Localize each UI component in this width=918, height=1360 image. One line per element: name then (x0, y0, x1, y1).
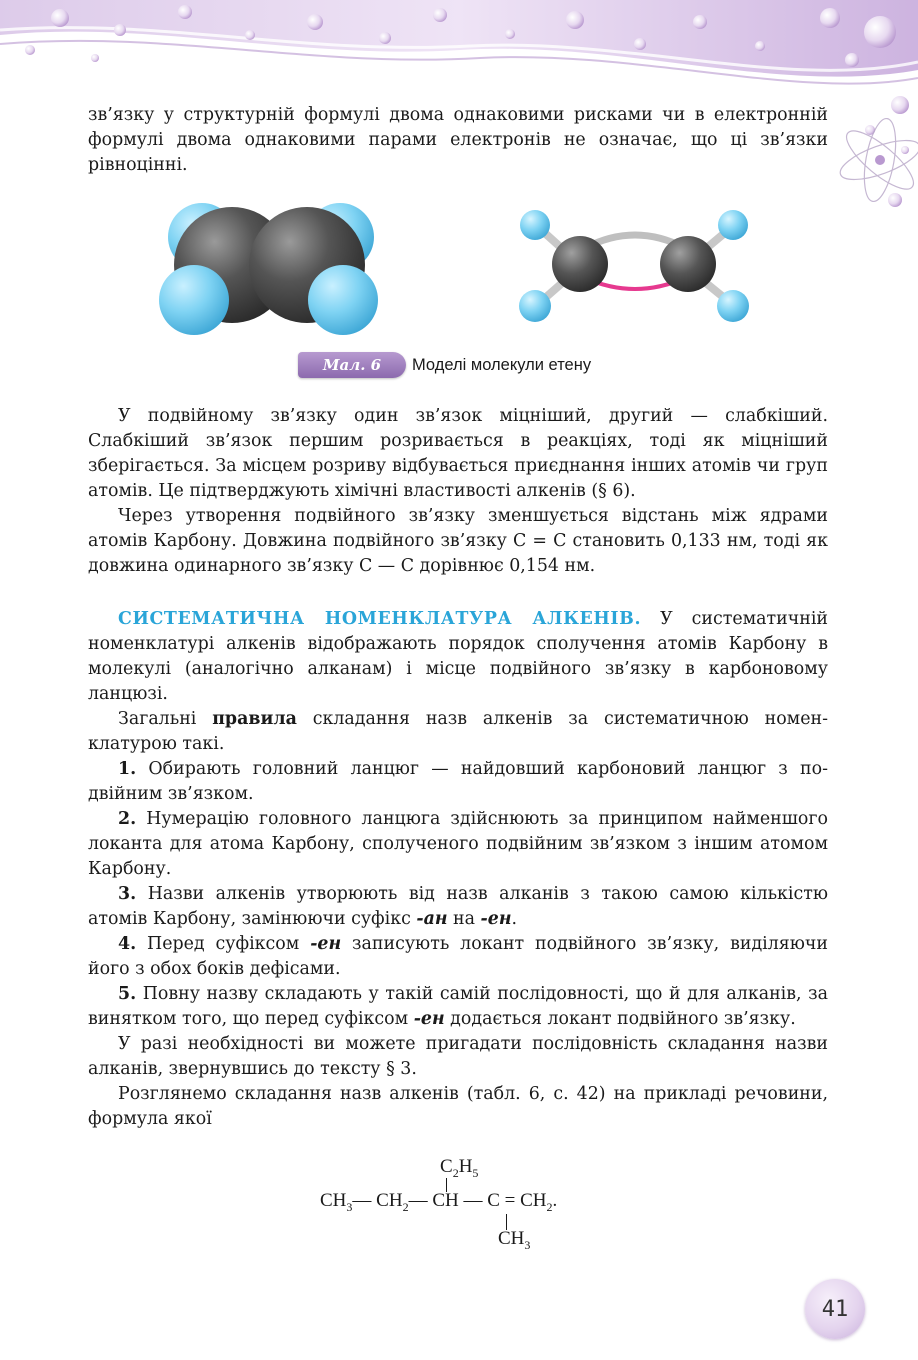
rule-2 (88, 807, 828, 882)
hydrogen-atom (159, 265, 229, 335)
rules-bold: правила (212, 709, 297, 729)
rule-number: 1. (118, 759, 137, 779)
rule-text: додається локант подвійного зв’язку. (444, 1009, 796, 1029)
rule-1 (88, 757, 828, 807)
figure-caption-text: Моделі молекули етену (412, 355, 592, 374)
figure-badge: Мал. 6 (298, 352, 406, 378)
formula-bottom-substituent: $CH_3$ (498, 1228, 531, 1252)
rule-4 (88, 932, 828, 982)
page-number: 41 (805, 1279, 865, 1339)
carbon-atom (552, 236, 608, 292)
rule-number: 3. (118, 884, 137, 904)
bond-section (88, 404, 828, 579)
top-paragraph (88, 103, 828, 178)
rule-text: Нумерацію головного ланцюга здійснюють за принципом найменшого локанта для атома Карбону, сполученого подвійним зв’язком з іншим атомом Карбону. (88, 809, 828, 879)
example-paragraph: Розглянемо складання назв алкенів (табл. 6, с. 42) на прикладі речовини, формула якої (88, 1084, 828, 1129)
nomenclature-section (88, 607, 828, 1132)
rules-intro (88, 707, 828, 757)
hydrogen-atom (718, 210, 748, 240)
suffix-en: -ен (413, 1009, 445, 1029)
rules-intro-b: складання назв алкенів за систематичною номенклатурою такі. (88, 709, 828, 754)
hydrogen-atom (308, 265, 378, 335)
formula-top-substituent: $C_2H_5$ (440, 1156, 479, 1180)
section-heading: СИСТЕМАТИЧНА НОМЕНКЛАТУРА АЛКЕНІВ. (118, 609, 642, 629)
rule-number: 4. (118, 934, 137, 954)
rule-text: на (447, 909, 481, 929)
suffix-en: -ен (480, 909, 512, 929)
rule-text: Обирають головний ланцюг — найдовший карбоновий ланцюг з подвійним зв’язком. (88, 759, 828, 804)
rule-number: 2. (118, 809, 137, 829)
bond-paragraph-1: У подвійному зв’язку один зв’язок міцніший, другий — слабкіший. Слабкіший зв’язок першим розривається в реакціях, тоді як міцніший зберігається. За місцем розриву відбувається приєднання інших атомів чи груп атомів. Це підтверджують хімічні властивості алкенів (§ 6). (88, 406, 828, 501)
rule-text: Перед суфіксом (136, 934, 311, 954)
rule-5 (88, 982, 828, 1032)
rule-number: 5. (118, 984, 137, 1004)
ball-and-stick-model (505, 200, 765, 340)
hydrogen-atom (520, 210, 550, 240)
suffix-en: -ен (310, 934, 342, 954)
space-filling-model (150, 195, 390, 350)
section-intro (88, 607, 828, 707)
figure-caption (298, 351, 591, 379)
rule-text: записують локант подвійного зв’язку, виділяючи його з обох боків дефісами. (88, 934, 828, 979)
bond-paragraph-2: Через утворення подвійного зв’язку зменшується відстань між ядрами атомів Карбону. Довжина подвійного зв’язку C = C становить 0,133 нм, тоді як довжина одинарного зв’язку C — C дорівнює 0,154 нм. (88, 506, 828, 576)
rule-text: Назви алкенів утворюють від назв алканів з такою самою кількістю атомів Карбону, замінюючи суфікс (88, 884, 828, 929)
formula-main-chain: $CH_3—$ $CH_2—$ CH — $C = CH_2$. (320, 1190, 558, 1214)
carbon-atom (660, 236, 716, 292)
rule-3 (88, 882, 828, 932)
section-intro-text: У систематичній номенклатурі алкенів відображають порядок сполучення атомів Карбону в молекулі (аналогічно алканам) і місце подвійного зв’язку в карбоновому ланцюзі. (88, 609, 828, 704)
paragraph-continuation: зв’язку у структурній формулі двома однаковими рисками чи в електронній формулі двома однаковими парами електронів не означає, що ці зв’язки рівноцінні. (88, 105, 828, 175)
recall-paragraph: У разі необхідності ви можете пригадати послідовність складання назви алканів, звернувшись до тексту § 3. (88, 1034, 828, 1079)
hydrogen-atom (519, 290, 551, 322)
rule-text: Повну назву складають у такій самій послідовності, що й для алканів, за винятком того, що перед суфіксом (88, 984, 828, 1029)
rules-intro-a: Загальні (118, 709, 213, 729)
hydrogen-atom (717, 290, 749, 322)
suffix-an: -ан (416, 909, 448, 929)
rule-text: . (511, 909, 518, 929)
structural-formula (310, 1152, 610, 1252)
